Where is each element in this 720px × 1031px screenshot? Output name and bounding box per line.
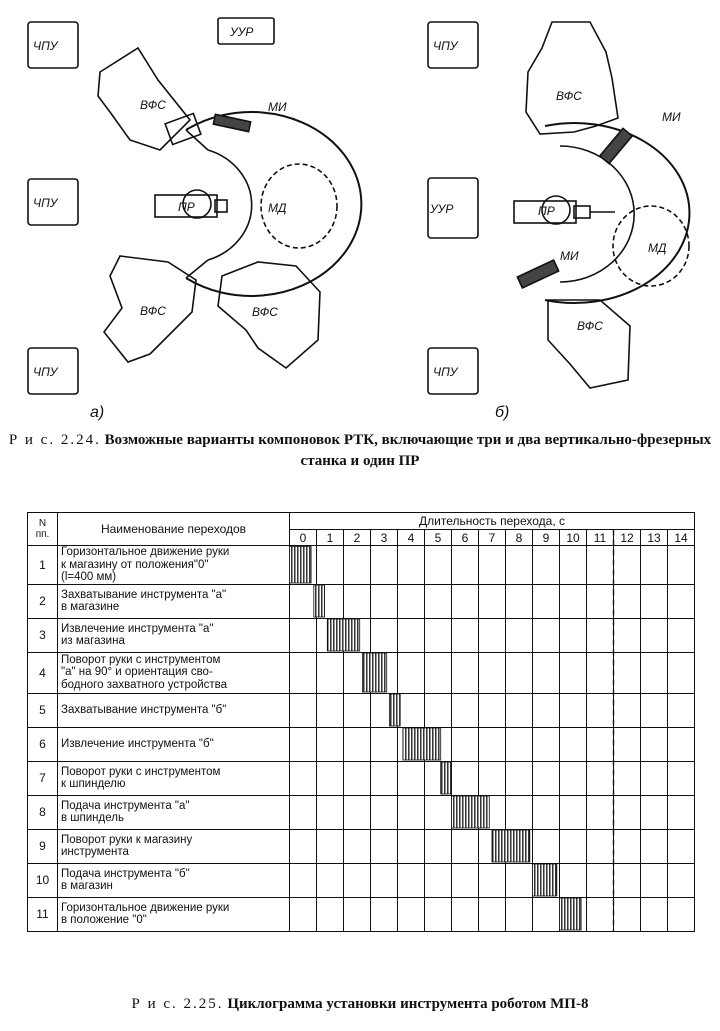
transition-name: Подача инструмента "а" в шпиндель [58, 795, 290, 829]
time-cell [398, 761, 425, 795]
time-cell [371, 618, 398, 652]
time-cell [506, 727, 533, 761]
time-cell [452, 584, 479, 618]
time-cell [317, 761, 344, 795]
time-cell [290, 829, 317, 863]
time-tick: 8 [506, 530, 533, 546]
time-cell [641, 863, 668, 897]
uur-label-b: УУР [430, 202, 454, 216]
table-row [28, 546, 695, 585]
time-tick: 12 [614, 530, 641, 546]
time-cell [452, 618, 479, 652]
time-cell [317, 863, 344, 897]
time-cell [452, 546, 479, 585]
time-cell [533, 546, 560, 585]
time-cell [587, 584, 614, 618]
time-cell [317, 618, 344, 652]
time-cell [425, 897, 452, 931]
time-cell [371, 829, 398, 863]
time-cell [560, 652, 587, 693]
md-label-b: МД [648, 241, 667, 255]
vfs-label-a2: ВФС [140, 304, 166, 318]
variant-a-label: а) [90, 404, 105, 421]
time-cell [506, 652, 533, 693]
caption-text: Возможные варианты компоновок РТК, включающие три и два вертикально-фрезерных станка и один ПР [104, 432, 712, 469]
time-cell [479, 863, 506, 897]
time-cell [533, 652, 560, 693]
table-row [28, 693, 695, 727]
time-cell [614, 897, 641, 931]
caption-number-2: Р и с. 2.25. [131, 996, 224, 1012]
time-cell [479, 897, 506, 931]
table-row [28, 584, 695, 618]
time-cell [479, 652, 506, 693]
time-cell [614, 727, 641, 761]
caption-number: Р и с. 2.24. [8, 432, 101, 448]
time-cell [533, 863, 560, 897]
transition-name: Поворот руки с инструментом к шпинделю [58, 761, 290, 795]
cyclogram-table [27, 512, 695, 932]
time-cell [506, 546, 533, 585]
time-cell [614, 584, 641, 618]
time-cell [398, 897, 425, 931]
duration-header: Длительность перехода, с [290, 513, 695, 530]
time-cell [614, 546, 641, 585]
time-cell [398, 652, 425, 693]
table-row [28, 897, 695, 931]
transition-name: Подача инструмента "б" в магазин [58, 863, 290, 897]
pr-label-a: ПР [178, 200, 195, 214]
time-cell [587, 829, 614, 863]
cnc-label-b2: ЧПУ [433, 365, 458, 379]
time-cell [398, 863, 425, 897]
md-label-a: МД [268, 201, 287, 215]
time-cell [560, 761, 587, 795]
time-cell [668, 897, 695, 931]
mi-label-b2: МИ [560, 249, 579, 263]
time-tick: 13 [641, 530, 668, 546]
time-cell [614, 863, 641, 897]
time-cell [479, 761, 506, 795]
time-cell [668, 584, 695, 618]
table-row [28, 795, 695, 829]
time-cell [452, 863, 479, 897]
time-cell [533, 693, 560, 727]
time-cell [668, 693, 695, 727]
time-cell [614, 829, 641, 863]
time-cell [398, 727, 425, 761]
time-cell [398, 795, 425, 829]
time-cell [371, 863, 398, 897]
row-number: 9 [28, 829, 58, 863]
time-cell [560, 727, 587, 761]
time-cell [344, 727, 371, 761]
cnc-label-a1: ЧПУ [33, 39, 58, 53]
cnc-label-b1: ЧПУ [433, 39, 458, 53]
time-cell [425, 795, 452, 829]
time-cell [641, 652, 668, 693]
transition-name: Поворот руки к магазину инструмента [58, 829, 290, 863]
time-cell [479, 618, 506, 652]
time-cell [587, 618, 614, 652]
uur-label-a: УУР [230, 25, 254, 39]
time-cell [641, 829, 668, 863]
row-number: 2 [28, 584, 58, 618]
time-cell [479, 795, 506, 829]
time-cell [425, 693, 452, 727]
vfs-label-b2: ВФС [577, 319, 603, 333]
time-cell [317, 693, 344, 727]
time-cell [533, 584, 560, 618]
time-cell [371, 693, 398, 727]
time-cell [290, 761, 317, 795]
time-cell [641, 618, 668, 652]
time-cell [344, 693, 371, 727]
time-cell [614, 795, 641, 829]
time-cell [506, 584, 533, 618]
table-row [28, 727, 695, 761]
time-cell [398, 693, 425, 727]
time-cell [560, 863, 587, 897]
time-cell [641, 897, 668, 931]
time-cell [290, 863, 317, 897]
time-cell [290, 795, 317, 829]
time-cell [560, 618, 587, 652]
time-cell [344, 546, 371, 585]
time-cell [560, 829, 587, 863]
time-cell [560, 693, 587, 727]
time-cell [641, 761, 668, 795]
time-cell [560, 584, 587, 618]
time-cell [452, 727, 479, 761]
mi-label-b1: МИ [662, 110, 681, 124]
row-number: 11 [28, 897, 58, 931]
time-cell [425, 584, 452, 618]
vfs-label-b1: ВФС [556, 89, 582, 103]
time-cell [452, 693, 479, 727]
time-cell [533, 795, 560, 829]
row-number: 3 [28, 618, 58, 652]
caption-text-2: Циклограмма установки инструмента роботом МП-8 [227, 996, 589, 1012]
time-cell [452, 795, 479, 829]
transition-name: Извлечение инструмента "б" [58, 727, 290, 761]
time-cell [371, 795, 398, 829]
time-tick: 0 [290, 530, 317, 546]
col-header-name: Наименование переходов [58, 513, 290, 546]
transition-name: Горизонтальное движение руки к магазину от положения"0" (l=400 мм) [58, 546, 290, 585]
time-cell [317, 727, 344, 761]
time-cell [668, 863, 695, 897]
table-row [28, 761, 695, 795]
row-number: 7 [28, 761, 58, 795]
time-cell [290, 618, 317, 652]
time-cell [587, 693, 614, 727]
transition-name: Захватывание инструмента "б" [58, 693, 290, 727]
table-row [28, 618, 695, 652]
time-cell [344, 584, 371, 618]
time-cell [479, 584, 506, 618]
time-cell [290, 652, 317, 693]
cnc-label-a2: ЧПУ [33, 196, 58, 210]
time-cell [614, 761, 641, 795]
time-cell [533, 727, 560, 761]
time-cell [668, 546, 695, 585]
time-cell [290, 897, 317, 931]
time-cell [587, 795, 614, 829]
time-cell [668, 795, 695, 829]
time-cell [398, 618, 425, 652]
figure-2-24-caption [0, 430, 720, 472]
time-cell [425, 727, 452, 761]
pr-label-b: ПР [538, 204, 555, 218]
time-cell [506, 761, 533, 795]
time-cell [506, 693, 533, 727]
time-cell [317, 795, 344, 829]
time-cell [344, 863, 371, 897]
time-cell [560, 795, 587, 829]
time-cell [641, 584, 668, 618]
transition-name: Поворот руки с инструментом "а" на 90° и ориентация сво- бодного захватного устройства [58, 652, 290, 693]
time-tick: 11 [587, 530, 614, 546]
time-cell [452, 652, 479, 693]
row-number: 8 [28, 795, 58, 829]
transition-name: Извлечение инструмента "а" из магазина [58, 618, 290, 652]
table-row [28, 863, 695, 897]
time-cell [398, 546, 425, 585]
time-cell [506, 795, 533, 829]
time-cell [344, 829, 371, 863]
time-cell [479, 693, 506, 727]
transition-name: Захватывание инструмента "а" в магазине [58, 584, 290, 618]
time-cell [506, 897, 533, 931]
variant-b-diagram [428, 22, 689, 394]
time-cell [371, 652, 398, 693]
time-cell [398, 829, 425, 863]
time-cell [479, 727, 506, 761]
time-tick: 4 [398, 530, 425, 546]
time-cell [344, 761, 371, 795]
time-cell [452, 829, 479, 863]
row-number: 4 [28, 652, 58, 693]
time-cell [344, 652, 371, 693]
cnc-label-a3: ЧПУ [33, 365, 58, 379]
time-cell [668, 829, 695, 863]
figure-2-25-caption [0, 994, 720, 1015]
variant-b-label: б) [495, 404, 510, 421]
row-number: 5 [28, 693, 58, 727]
rtk-layout-diagram [0, 0, 720, 430]
time-cell [614, 652, 641, 693]
time-cell [290, 727, 317, 761]
time-cell [533, 829, 560, 863]
time-cell [425, 829, 452, 863]
time-cell [479, 546, 506, 585]
time-cell [587, 727, 614, 761]
table-row [28, 829, 695, 863]
time-cell [587, 897, 614, 931]
time-cell [425, 652, 452, 693]
time-cell [290, 584, 317, 618]
time-cell [317, 829, 344, 863]
time-cell [668, 618, 695, 652]
time-cell [290, 546, 317, 585]
time-cell [641, 693, 668, 727]
time-cell [371, 761, 398, 795]
time-cell [371, 546, 398, 585]
time-cell [668, 761, 695, 795]
time-cell [371, 584, 398, 618]
col-header-number: N пп. [28, 513, 58, 546]
time-cell [506, 618, 533, 652]
time-cell [533, 897, 560, 931]
time-cell [614, 693, 641, 727]
time-cell [371, 727, 398, 761]
time-cell [587, 863, 614, 897]
time-tick: 10 [560, 530, 587, 546]
table-row [28, 652, 695, 693]
time-tick: 9 [533, 530, 560, 546]
time-cell [614, 618, 641, 652]
time-cell [317, 546, 344, 585]
time-tick: 3 [371, 530, 398, 546]
time-cell [668, 727, 695, 761]
time-tick: 7 [479, 530, 506, 546]
time-cell [452, 761, 479, 795]
time-cell [641, 546, 668, 585]
time-cell [506, 863, 533, 897]
time-cell [587, 761, 614, 795]
time-tick: 1 [317, 530, 344, 546]
time-tick: 6 [452, 530, 479, 546]
vfs-label-a3: ВФС [252, 305, 278, 319]
time-cell [317, 897, 344, 931]
row-number: 1 [28, 546, 58, 585]
time-cell [398, 584, 425, 618]
mi-label-a: МИ [268, 100, 287, 114]
row-number: 10 [28, 863, 58, 897]
time-cell [641, 795, 668, 829]
time-cell [560, 546, 587, 585]
time-cell [533, 618, 560, 652]
time-cell [425, 761, 452, 795]
time-cell [344, 618, 371, 652]
time-cell [506, 829, 533, 863]
time-cell [317, 584, 344, 618]
time-cell [452, 897, 479, 931]
time-cell [533, 761, 560, 795]
time-cell [371, 897, 398, 931]
time-tick: 5 [425, 530, 452, 546]
time-cell [425, 618, 452, 652]
row-number: 6 [28, 727, 58, 761]
time-tick: 2 [344, 530, 371, 546]
time-cell [668, 652, 695, 693]
time-cell [425, 546, 452, 585]
transition-name: Горизонтальное движение руки в положение "0" [58, 897, 290, 931]
time-tick: 14 [668, 530, 695, 546]
time-cell [560, 897, 587, 931]
time-cell [641, 727, 668, 761]
time-cell [587, 652, 614, 693]
time-cell [344, 897, 371, 931]
time-cell [479, 829, 506, 863]
time-cell [425, 863, 452, 897]
time-cell [344, 795, 371, 829]
time-cell [290, 693, 317, 727]
vfs-label-a1: ВФС [140, 98, 166, 112]
time-cell [317, 652, 344, 693]
time-cell [587, 546, 614, 585]
